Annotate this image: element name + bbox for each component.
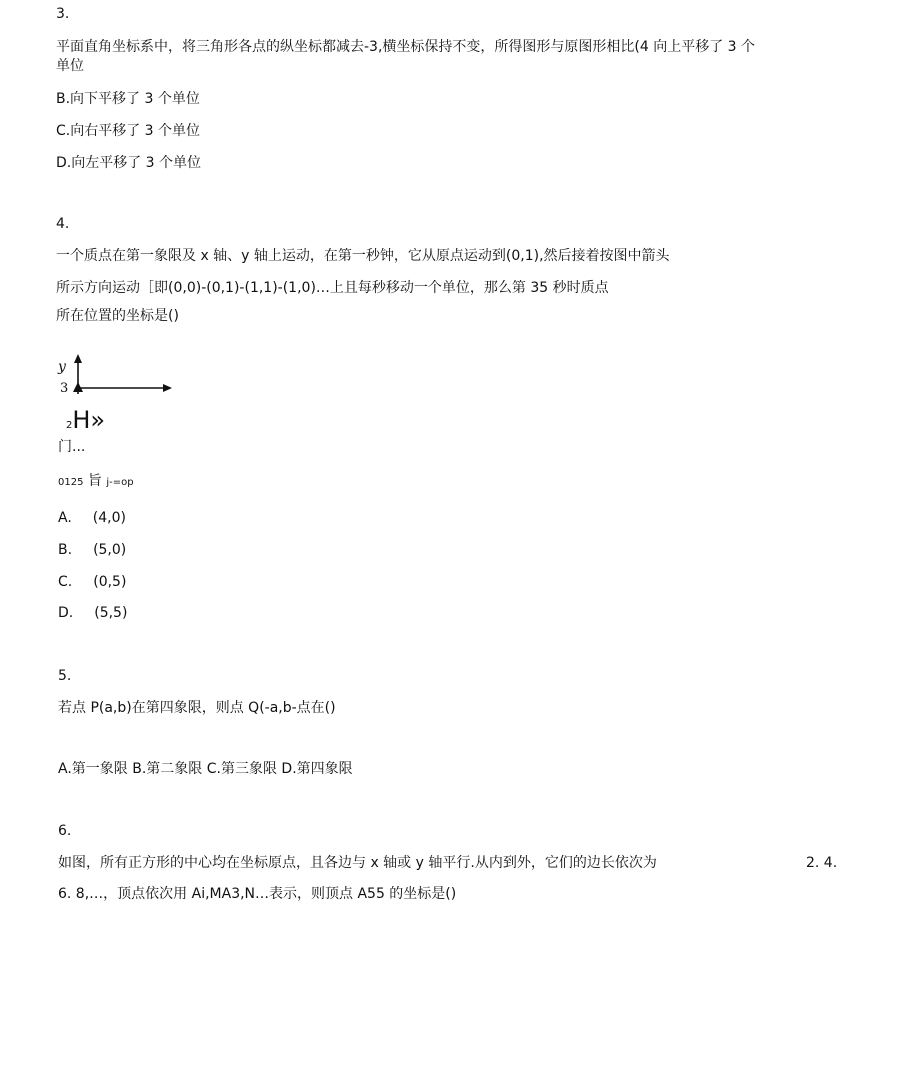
q5-options: A.第一象限 B.第二象限 C.第三象限 D.第四象限 — [58, 761, 353, 777]
figure-tick-label: 3 — [60, 381, 69, 396]
origin-arrow-icon — [73, 382, 83, 392]
q4-option-b — [58, 541, 126, 559]
q3-number: 3. — [56, 6, 70, 22]
q5-stem: 若点 P(a,b)在第四象限，则点 Q(-a,b-点在() — [58, 700, 336, 716]
figure-y-label: y — [58, 359, 66, 375]
q4-number: 4. — [56, 216, 70, 232]
option-value: (4,0) — [92, 510, 126, 526]
q5-number: 5. — [58, 668, 72, 684]
figure-line2: 门... — [58, 439, 86, 455]
option-letter: A. — [58, 510, 72, 526]
option-letter: B. — [58, 542, 73, 558]
q3-stem-line2: 单位 — [56, 58, 84, 74]
option-value: (5,0) — [93, 542, 127, 558]
q4-option-c — [58, 573, 126, 591]
q6-stem-line1: 如图，所有正方形的中心均在坐标原点，且各边与 x 轴或 y 轴平行.从内到外，它们的边长依次为 — [58, 855, 657, 871]
figure-line3 — [58, 472, 134, 492]
q4-stem-line3: 所在位置的坐标是() — [56, 308, 179, 324]
figure-under-label — [66, 406, 105, 440]
option-letter: C. — [58, 574, 73, 590]
q3-option-b: B.向下平移了 3 个单位 — [56, 91, 200, 107]
q3-option-d: D.向左平移了 3 个单位 — [56, 155, 202, 171]
axis-figure — [54, 352, 184, 402]
y-axis-arrow-icon — [74, 354, 82, 363]
figure-under-sub: 2 — [66, 420, 73, 431]
option-letter: D. — [58, 605, 74, 621]
x-axis-arrow-icon — [163, 384, 172, 392]
q4-option-d — [58, 604, 127, 622]
q6-stem-line1-tail: 2. 4. — [806, 855, 838, 871]
figure-line3-glyph: 旨 — [87, 473, 102, 489]
q4-stem-line1: 一个质点在第一象限及 x 轴、y 轴上运动，在第一秒钟，它从原点运动到(0,1),然后接着按图中箭头 — [56, 248, 670, 264]
figure-line3-prefix: 0125 — [58, 477, 84, 488]
q3-option-c: C.向右平移了 3 个单位 — [56, 123, 201, 139]
option-value: (5,5) — [94, 605, 128, 621]
q4-option-a — [58, 509, 126, 527]
q6-stem-line2: 6. 8,…，顶点依次用 Ai,MA3,N…表示，则顶点 A55 的坐标是() — [58, 886, 457, 902]
q4-stem-line2: 所示方向运动［即(0,0)-(0,1)-(1,1)-(1,0)…上且每秒移动一个单位，那么第 35 秒时质点 — [56, 280, 609, 296]
q6-number: 6. — [58, 823, 72, 839]
q3-stem-line1: 平面直角坐标系中，将三角形各点的纵坐标都减去-3,横坐标保持不变，所得图形与原图形相比(4 向上平移了 3 个 — [56, 39, 756, 55]
figure-under-main: H» — [72, 406, 106, 434]
figure-line3-suffix: j-=op — [106, 477, 134, 488]
option-value: (0,5) — [93, 574, 127, 590]
